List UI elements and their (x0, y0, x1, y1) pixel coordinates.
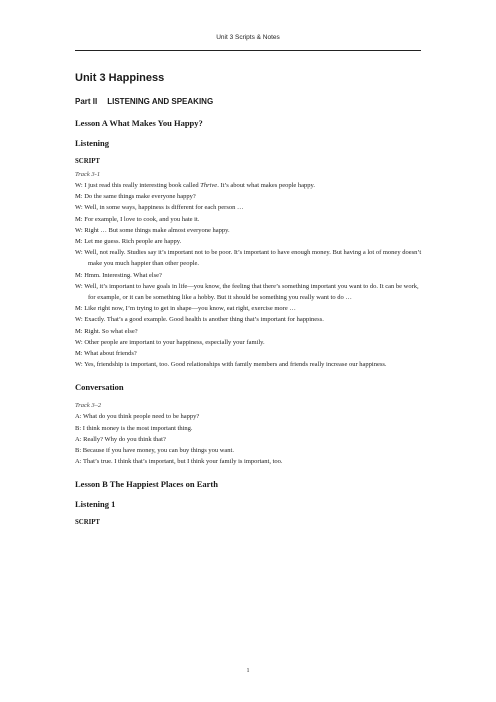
part-title-name: LISTENING AND SPEAKING (107, 97, 214, 106)
transcript-line: W: Well, in some ways, happiness is different for each person … (75, 204, 244, 212)
transcript-line: W: Well, it’s important to have goals in life—you know, the feeling that there’s something important you want to do. It can be work, for example, or it can be something like a hobby. But it should be something you really want to do … (75, 282, 419, 302)
conversation-line: B: I think money is the most important thing. (75, 424, 193, 432)
conversation-heading: Conversation (75, 382, 124, 393)
conversation-line: A: That’s true. I think that’s important, but I think your family is important, too. (75, 458, 283, 466)
transcript-line: W: Right … But some things make almost everyone happy. (75, 226, 230, 234)
lesson-b-script-label: SCRIPT (75, 519, 100, 527)
transcript-line: M: Like right now, I’m trying to get in shape—you know, eat right, exercise more … (75, 305, 296, 313)
conversation-transcript (75, 411, 425, 467)
part-title (75, 97, 425, 106)
lesson-a-listening-heading: Listening (75, 138, 110, 148)
lesson-b-listening-heading: Listening 1 (75, 499, 116, 510)
lesson-a-transcript (75, 180, 425, 370)
lesson-a-script-label: SCRIPT (75, 158, 100, 165)
transcript-line: W: Well, not really. Studies say it’s important not to be poor. It’s important to have enough money. But having a lot of money doesn’t make you much happier than other people. (75, 249, 422, 268)
conversation-line: A: What do you think people need to be happy? (75, 413, 200, 421)
transcript-line: M: Right. So what else? (75, 327, 138, 335)
page-content (75, 72, 425, 532)
conversation-track-label: Track 3–2 (75, 402, 102, 410)
book-title: Thrive (200, 182, 218, 189)
unit-title: Unit 3 Happiness (75, 72, 165, 84)
lesson-b-title: Lesson B The Happiest Places on Earth (75, 479, 218, 490)
transcript-line: W: Exactly. That’s a good example. Good health is another thing that’s important for happiness. (75, 316, 324, 324)
transcript-line: W: Yes, friendship is important, too. Good relationships with family members and friends really increase our happiness. (75, 361, 387, 369)
page-number: 1 (246, 668, 250, 674)
transcript-line: M: Hmm. Interesting. What else? (75, 271, 162, 279)
lesson-a-title: Lesson A What Makes You Happy? (75, 118, 203, 128)
transcript-line: M: What about friends? (75, 350, 137, 358)
part-title-number: Part II (75, 97, 98, 106)
lesson-a-track-label: Track 3-1 (75, 171, 101, 178)
conversation-line: B: Because if you have money, you can buy things you want. (75, 447, 234, 455)
header-rule (75, 50, 421, 51)
transcript-line: M: For example, I love to cook, and you hate it. (75, 215, 200, 223)
transcript-line: W: I just read this really interesting book called Thrive. It’s about what makes people happy. (75, 182, 315, 189)
transcript-line: M: Do the same things make everyone happy? (75, 193, 196, 201)
conversation-line: A: Really? Why do you think that? (75, 435, 166, 443)
running-header: Unit 3 Scripts & Notes (216, 34, 280, 41)
transcript-line: M: Let me guess. Rich people are happy. (75, 238, 182, 246)
transcript-line: W: Other people are important to your happiness, especially your family. (75, 338, 265, 346)
